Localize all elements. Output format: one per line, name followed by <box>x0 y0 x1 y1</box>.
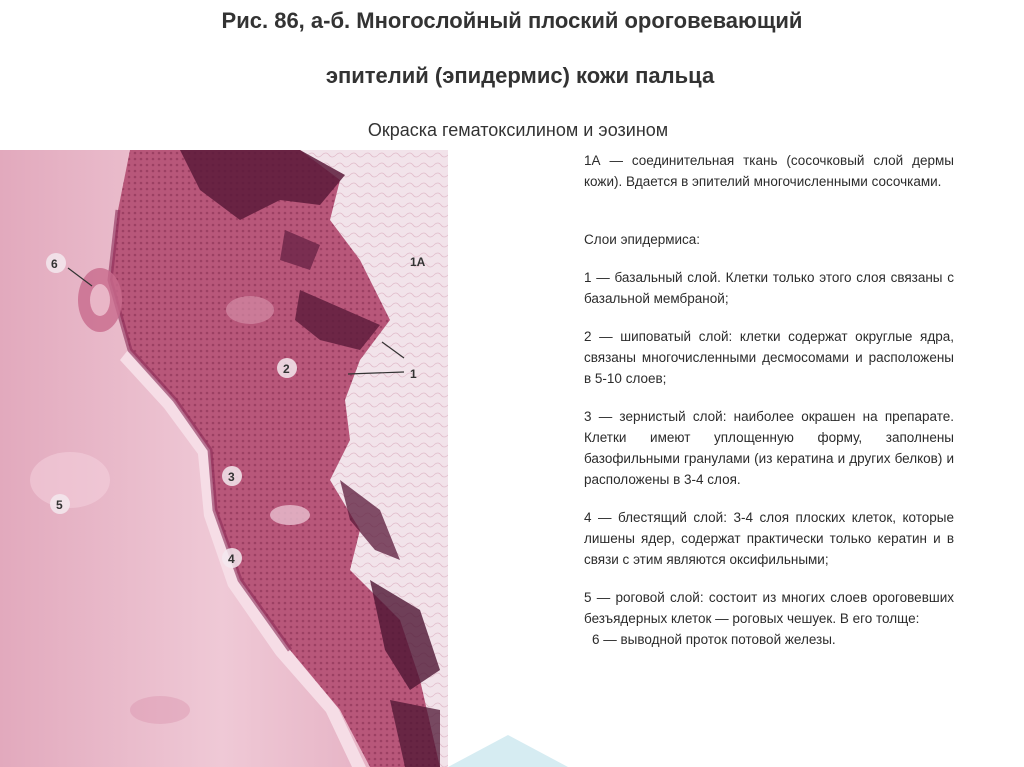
figure-title-line1: Рис. 86, а-б. Многослойный плоский ороговевающий <box>221 8 803 33</box>
legend-layers-heading: Слои эпидермиса: <box>584 232 701 247</box>
label-5: 5 <box>56 498 63 512</box>
legend-2: 2 — шиповатый слой: клетки содержат округлые ядра, связаны многочисленными десмосомами и расположены в 5-10 слоев; <box>584 329 954 386</box>
label-1: 1 <box>410 367 417 381</box>
label-2: 2 <box>283 362 290 376</box>
label-6: 6 <box>51 257 58 271</box>
legend-3: 3 — зернистый слой: наиболее окрашен на препарате. Клетки имеют уплощенную форму, заполнены базофильными гранулами (из кератина и других белков) и расположены в 3-4 слоя. <box>584 409 954 487</box>
label-3: 3 <box>228 470 235 484</box>
legend-1a: 1А — соединительная ткань (сосочковый слой дермы кожи). Вдается в эпителий многочисленными сосочками. <box>584 153 954 189</box>
legend-4: 4 — блестящий слой: 3-4 слоя плоских клеток, которые лишены ядер, содержат практически только кератин и в связи с этим являются оксифильными; <box>584 510 954 567</box>
stain-subtitle: Окраска гематоксилином и эозином <box>367 120 669 140</box>
label-1a: 1А <box>410 255 426 269</box>
histology-micrograph <box>0 150 448 767</box>
legend-6: 6 — выводной проток потовой железы. <box>592 632 836 647</box>
corner-decoration <box>448 735 568 767</box>
figure-title-line2: эпителий (эпидермис) кожи пальца <box>325 63 715 88</box>
legend-5: 5 — роговой слой: состоит из многих слоев ороговевших безъядерных клеток — роговых чешуек. В его толще: <box>584 590 954 626</box>
figure-legend <box>584 150 954 650</box>
legend-1: 1 — базальный слой. Клетки только этого слоя связаны с базальной мембраной; <box>584 270 954 306</box>
label-4: 4 <box>228 552 235 566</box>
